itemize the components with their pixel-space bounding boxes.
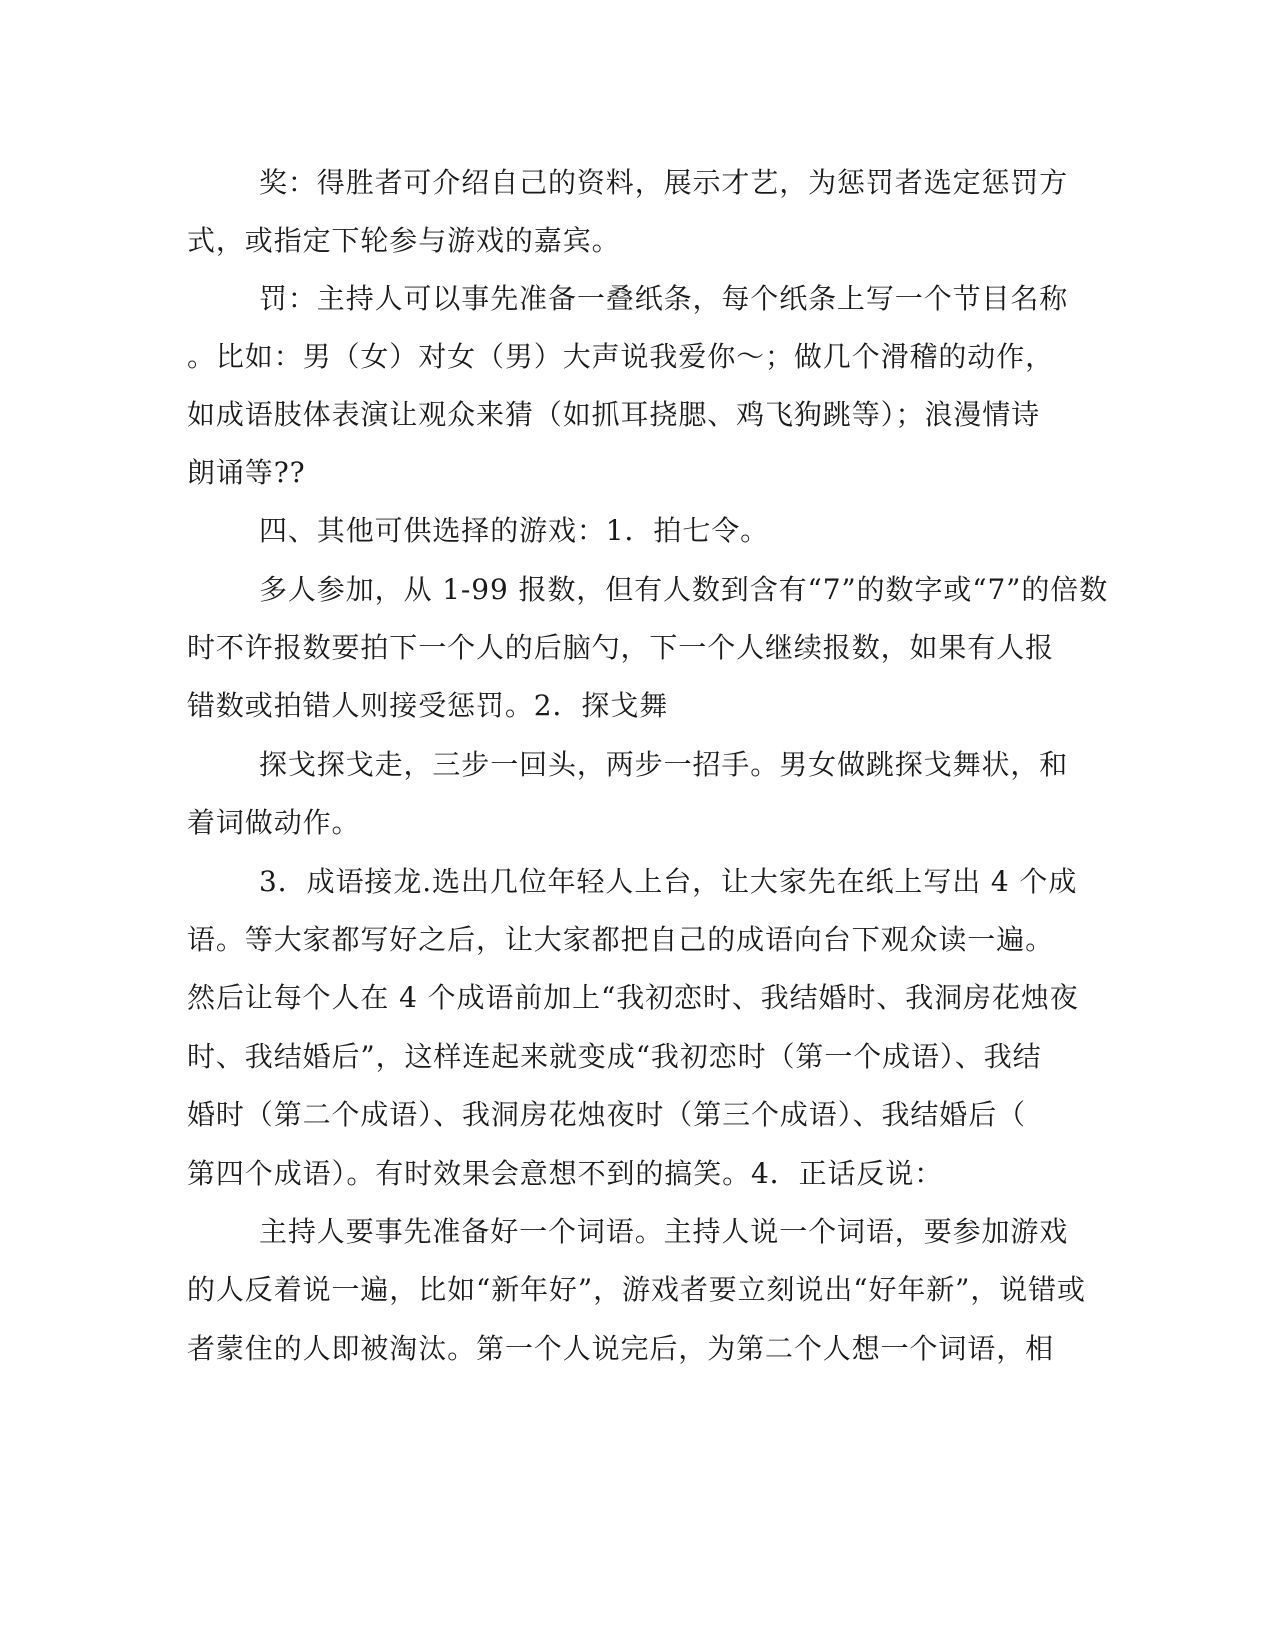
- paragraph-idiom-chain-line-2: 语。等大家都写好之后，让大家都把自己的成语向台下观众读一遍。: [187, 923, 1055, 956]
- paragraph-reverse-speech-line-2: 的人反着说一遍，比如“新年好”，游戏者要立刻说出“好年新”，说错或: [187, 1273, 1086, 1306]
- paragraph-reverse-speech-line-3: 者蒙住的人即被淘汰。第一个人说完后，为第二个人想一个词语，相: [187, 1332, 1055, 1365]
- paragraph-idiom-chain-line-6: 第四个成语）。有时效果会意想不到的搞笑。4．正话反说：: [187, 1157, 944, 1190]
- paragraph-penalty-line-1: 罚：主持人可以事先准备一叠纸条，每个纸条上写一个节目名称: [259, 282, 1069, 315]
- paragraph-reward-line-1: 奖：得胜者可介绍自己的资料，展示才艺，为惩罚者选定惩罚方: [259, 166, 1069, 199]
- paragraph-idiom-chain-line-1: 3．成语接龙.选出几位年轻人上台，让大家先在纸上写出 4 个成: [259, 865, 1078, 898]
- paragraph-penalty-line-2: 。比如：男（女）对女（男）大声说我爱你～；做几个滑稽的动作，: [187, 340, 1055, 373]
- paragraph-idiom-chain-line-3: 然后让每个人在 4 个成语前加上“我初恋时、我结婚时、我洞房花烛夜: [187, 981, 1079, 1014]
- paragraph-penalty-line-3: 如成语肢体表演让观众来猜（如抓耳挠腮、鸡飞狗跳等）；浪漫情诗: [187, 398, 1041, 431]
- paragraph-pai-qi-ling-line-3: 错数或拍错人则接受惩罚。2．探戈舞: [187, 689, 669, 722]
- paragraph-pai-qi-ling-line-2: 时不许报数要拍下一个人的后脑勺，下一个人继续报数，如果有人报: [187, 631, 1055, 664]
- paragraph-reverse-speech-line-1: 主持人要事先准备好一个词语。主持人说一个词语，要参加游戏: [259, 1215, 1069, 1248]
- paragraph-reward-line-2: 式，或指定下轮参与游戏的嘉宾。: [187, 224, 621, 257]
- paragraph-idiom-chain-line-5: 婚时（第二个成语）、我洞房花烛夜时（第三个成语）、我结婚后（: [187, 1098, 1027, 1131]
- paragraph-pai-qi-ling-line-1: 多人参加，从 1-99 报数，但有人数到含有“7”的数字或“7”的倍数: [259, 573, 1109, 606]
- paragraph-tango-line-2: 着词做动作。: [187, 806, 361, 839]
- section-other-games-heading: 四、其他可供选择的游戏：1．拍七令。: [259, 514, 770, 547]
- paragraph-penalty-line-4: 朗诵等??: [187, 456, 306, 489]
- paragraph-tango-line-1: 探戈探戈走，三步一回头，两步一招手。男女做跳探戈舞状，和: [259, 748, 1069, 781]
- paragraph-idiom-chain-line-4: 时、我结婚后”，这样连起来就变成“我初恋时（第一个成语）、我结: [187, 1040, 1042, 1073]
